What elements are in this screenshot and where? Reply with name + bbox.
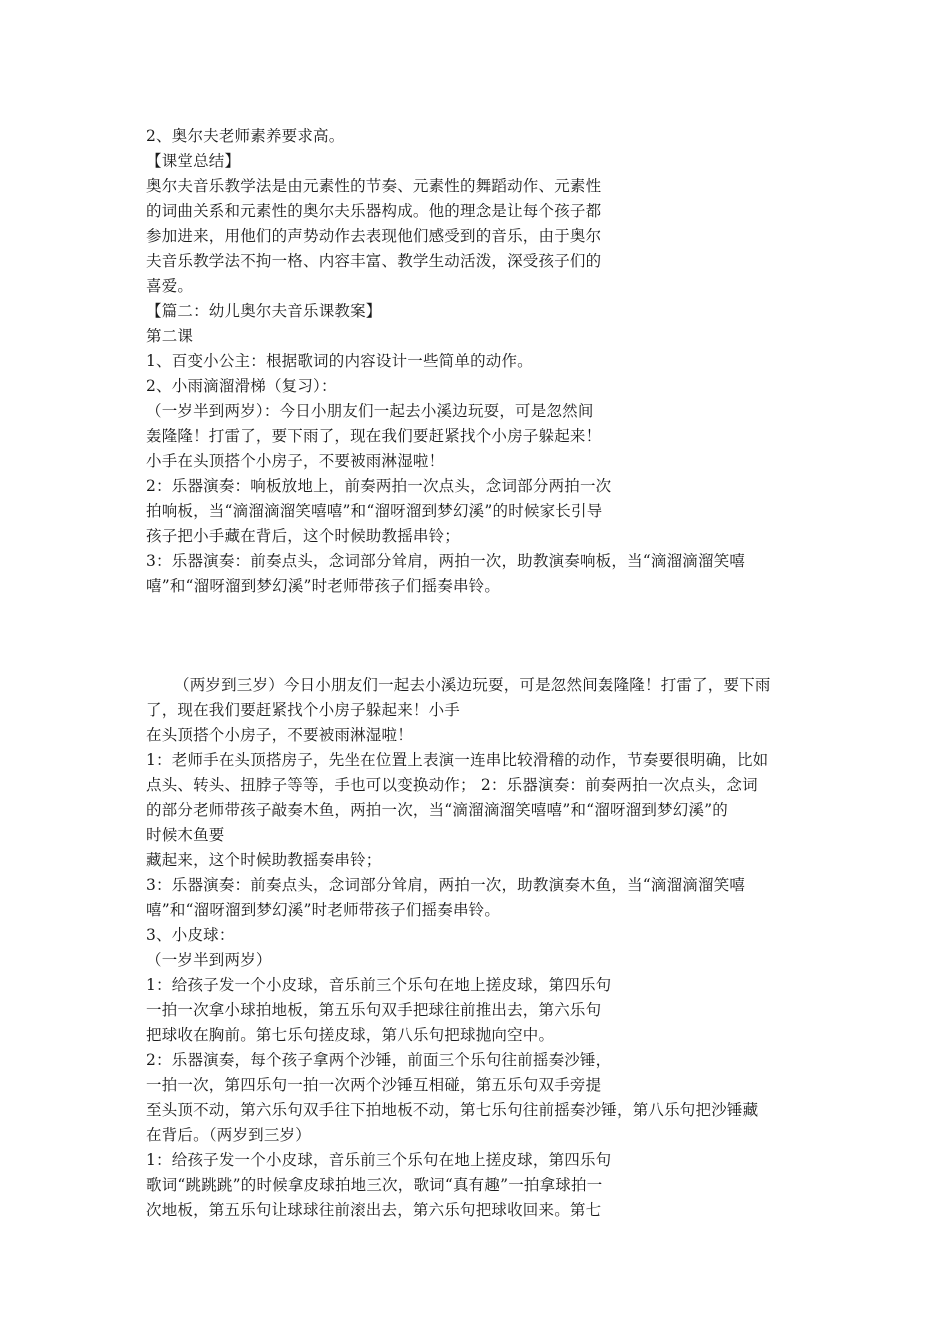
text-line: 孩子把小手藏在背后，这个时候助教摇串铃； [146,527,461,545]
text-line: 的部分老师带孩子敲奏木鱼，两拍一次，当“滴溜滴溜笑嘻嘻”和“溜呀溜到梦幻溪”的 [146,801,728,819]
text-line: 的词曲关系和元素性的奥尔夫乐器构成。他的理念是让每个孩子都 [146,202,602,220]
text-line: 至头顶不动，第六乐句双手往下拍地板不动，第七乐句往前摇奏沙锤，第八乐句把沙锤藏 [146,1101,759,1119]
text-line: 2、小雨滴溜滑梯（复习）： [146,377,337,395]
text-line: 3：乐器演奏：前奏点头，念词部分耸肩，两拍一次，助教演奏响板，当“滴溜滴溜笑嘻 [146,552,746,570]
text-line: 2、奥尔夫老师素养要求高。 [146,127,345,145]
text-line: 一拍一次拿小球拍地板，第五乐句双手把球往前推出去，第六乐句 [146,1001,602,1019]
text-line: 小手在头顶搭个小房子，不要被雨淋湿啦！ [146,452,445,470]
text-line: 奥尔夫音乐教学法是由元素性的节奏、元素性的舞蹈动作、元素性 [146,177,602,195]
text-block-lower [146,673,771,1223]
text-line: 藏起来，这个时候助教摇奏串铃； [146,851,382,869]
text-line: （一岁半到两岁）：今日小朋友们一起去小溪边玩耍，可是忽然间 [146,402,594,420]
text-line: 1：给孩子发一个小皮球，音乐前三个乐句在地上搓皮球，第四乐句 [146,976,612,994]
text-line: 时候木鱼要 [146,826,225,844]
text-line: 在头顶搭个小房子，不要被雨淋湿啦！ [146,726,413,744]
text-line: 拍响板，当“滴溜滴溜笑嘻嘻”和“溜呀溜到梦幻溪”的时候家长引导 [146,502,603,520]
text-line: 轰隆隆！打雷了，要下雨了，现在我们要赶紧找个小房子躲起来！ [146,427,602,445]
section-heading: 【课堂总结】 [146,152,241,170]
text-line: 了，现在我们要赶紧找个小房子躲起来！小手 [146,701,461,719]
text-line: 参加进来，用他们的声势动作去表现他们感受到的音乐，由于奥尔 [146,227,602,245]
text-line: 3、小皮球： [146,926,235,944]
text-line: 1：老师手在头顶搭房子，先坐在位置上表演一连串比较滑稽的动作，节奏要很明确，比如 [146,751,769,769]
text-line: 一拍一次，第四乐句一拍一次两个沙锤互相碰，第五乐句双手旁提 [146,1076,602,1094]
text-line: 2：乐器演奏，每个孩子拿两个沙锤，前面三个乐句往前摇奏沙锤， [146,1051,612,1069]
text-line: 2：乐器演奏：响板放地上，前奏两拍一次点头，念词部分两拍一次 [146,477,612,495]
text-line: 次地板，第五乐句让球球往前滚出去，第六乐句把球收回来。第七 [146,1201,602,1219]
text-line: 点头、转头、扭脖子等等，手也可以变换动作； 2：乐器演奏：前奏两拍一次点头，念词 [146,776,758,794]
lesson-title: 第二课 [146,327,194,345]
text-line: 3：乐器演奏：前奏点头，念词部分耸肩，两拍一次，助教演奏木鱼，当“滴溜滴溜笑嘻 [146,876,746,894]
section-heading: 【篇二：幼儿奥尔夫音乐课教案】 [146,302,382,320]
text-line: （一岁半到两岁） [146,951,272,969]
text-line: 歌词“跳跳跳”的时候拿皮球拍地三次，歌词“真有趣”一拍拿球拍一 [146,1176,603,1194]
text-block-upper [146,124,745,599]
text-line: 嘻”和“溜呀溜到梦幻溪”时老师带孩子们摇奏串铃。 [146,901,501,919]
text-line: 喜爱。 [146,277,194,295]
text-line: 1：给孩子发一个小皮球，音乐前三个乐句在地上搓皮球，第四乐句 [146,1151,612,1169]
text-line: 在背后。（两岁到三岁） [146,1126,311,1144]
text-line: 把球收在胸前。第七乐句搓皮球，第八乐句把球抛向空中。 [146,1026,555,1044]
text-line: 夫音乐教学法不拘一格、内容丰富、教学生动活泼，深受孩子们的 [146,252,602,270]
text-line: 1、百变小公主：根据歌词的内容设计一些简单的动作。 [146,352,533,370]
text-line: （两岁到三岁）今日小朋友们一起去小溪边玩耍，可是忽然间轰隆隆！打雷了，要下雨 [174,676,771,694]
text-line: 嘻”和“溜呀溜到梦幻溪”时老师带孩子们摇奏串铃。 [146,577,501,595]
